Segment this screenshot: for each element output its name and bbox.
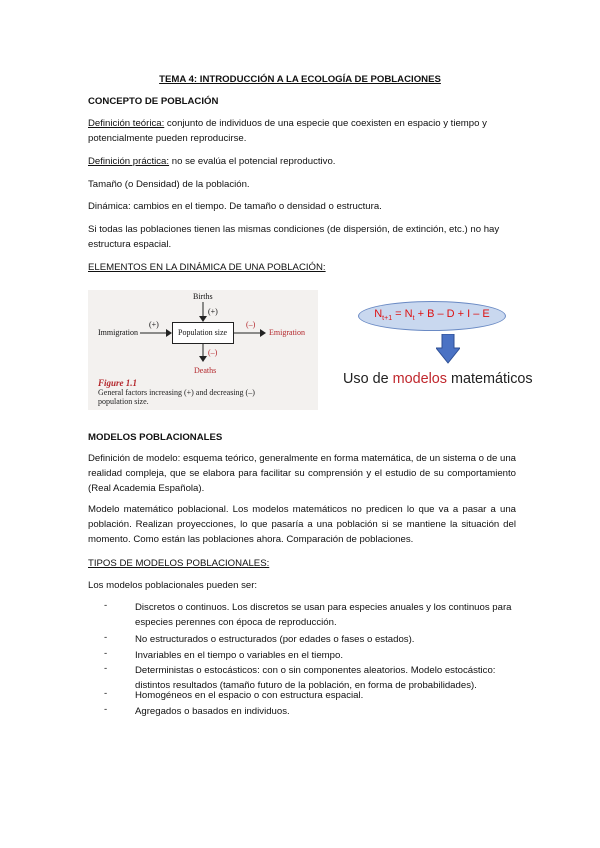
list-dash: - [104, 600, 108, 611]
definicion-practica-label: Definición práctica: [88, 156, 170, 167]
definicion-practica-text: no se evalúa el potencial reproductivo. [169, 156, 336, 167]
figure-caption [98, 379, 255, 406]
section-heading-concepto: CONCEPTO DE POBLACIÓN [88, 96, 219, 107]
formula-text [358, 308, 506, 322]
population-formula [358, 301, 508, 331]
list-item: No estructurados o estructurados (por edades o fases o estados). [135, 634, 415, 645]
list-dash: - [104, 704, 108, 715]
immigration-label: Immigration [98, 328, 138, 337]
down-arrow-icon [436, 334, 460, 364]
section-heading-modelos: MODELOS POBLACIONALES [88, 432, 223, 443]
formula-rhs-sub: t [412, 315, 415, 323]
list-dash: - [104, 663, 108, 674]
list-item: Deterministas o estocásticos: con o sin componentes aleatorios. Modelo estocástico: distintos resultados (tamaño futuro de la población, en forma de probabilidades). [135, 665, 496, 691]
list-dash: - [104, 648, 108, 659]
formula-eq: = [392, 308, 405, 320]
population-figure [88, 290, 318, 410]
formula-rhs: N [404, 308, 413, 320]
si-todas-text: Si todas las poblaciones tienen las mismas condiciones (de dispersión, de extinción, etc.) no hay estructura espacial. [88, 224, 500, 250]
tipos-intro: Los modelos poblacionales pueden ser: [88, 580, 258, 591]
modelo-matematico: Modelo matemático poblacional. Los modelos matemáticos no predicen lo que va a pasar a una población. Realizan proyecciones, lo que pasaría a una población si se mantiene la situación del momento. Como están las poblaciones ahora. Comparación de poblaciones. [88, 504, 516, 545]
formula-lhs: N [374, 308, 383, 320]
emigration-label: Emigration [269, 328, 305, 337]
population-size-box [172, 322, 234, 344]
births-sign: (+) [208, 307, 218, 316]
caption-line-1: General factors increasing (+) and decreasing (–) [98, 388, 255, 397]
definicion-modelo: Definición de modelo: esquema teórico, generalmente en forma matemática, de un sistema o de una realidad compleja, que se elabora para facilitar su comprensión y el estudio de su comportamiento (Real Academia Española). [88, 453, 516, 494]
uso-post: matemáticos [447, 371, 533, 387]
emigration-sign: (–) [246, 320, 256, 329]
definicion-teorica-label: Definición teórica: [88, 118, 165, 129]
dinamica-text: Dinámica: cambios en el tiempo. De tamaño o densidad o estructura. [88, 201, 382, 212]
formula-lhs-sub: t+1 [382, 315, 393, 323]
population-size-label: Population size [178, 328, 228, 337]
tamano-text: Tamaño (o Densidad) de la población. [88, 179, 250, 190]
list-item: Homogéneos en el espacio o con estructura espacial. [135, 690, 364, 701]
tipos-heading: TIPOS DE MODELOS POBLACIONALES: [88, 558, 270, 569]
uso-modelos: modelos [392, 371, 448, 387]
definicion-practica [88, 154, 335, 169]
uso-modelos-text [343, 371, 533, 387]
immigration-sign: (+) [149, 320, 159, 329]
uso-pre: Uso de [343, 371, 393, 387]
list-dash: - [104, 688, 108, 699]
births-label: Births [193, 292, 213, 301]
definicion-teorica-text: conjunto de individuos de una especie que coexisten en espacio y tiempo y potencialmente pueden reproducirse. [88, 118, 487, 144]
elementos-heading: ELEMENTOS EN LA DINÁMICA DE UNA POBLACIÓN: [88, 262, 326, 273]
figure-number: Figure 1.1 [98, 378, 138, 388]
deaths-sign: (–) [208, 348, 218, 357]
list-item: Discretos o continuos. Los discretos se usan para especies anuales y los continuos para especies perennes con época de reproducción. [135, 602, 512, 628]
list-dash: - [104, 632, 108, 643]
caption-line-2: population size. [98, 397, 149, 406]
deaths-label: Deaths [194, 366, 217, 375]
formula-rest: + B – D + I – E [414, 308, 490, 320]
definicion-teorica [88, 116, 516, 146]
list-item: Invariables en el tiempo o variables en el tiempo. [135, 650, 343, 661]
page-title: TEMA 4: INTRODUCCIÓN A LA ECOLOGÍA DE POBLACIONES [159, 74, 441, 85]
list-item: Agregados o basados en individuos. [135, 706, 290, 717]
